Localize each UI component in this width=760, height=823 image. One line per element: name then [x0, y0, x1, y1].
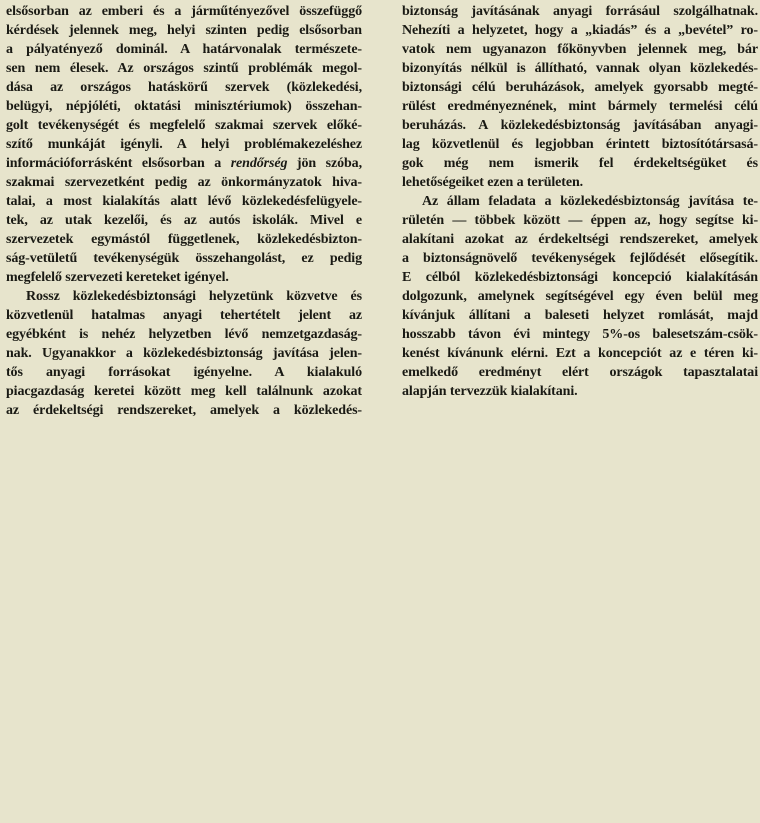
- text-line: golt tevékenységét és megfelelő szakmai szervek előké-: [6, 118, 362, 133]
- text-line: Az állam feladata a közlekedésbiztonság javítása te-: [422, 194, 758, 209]
- text-line: Rossz közlekedésbiztonsági helyzetünk közvetve és: [26, 289, 362, 304]
- text-line: megfelelő szervezeti kereteket igényel.: [6, 270, 229, 285]
- text-line: E célból közlekedésbiztonsági koncepció kialakításán: [402, 270, 758, 285]
- text-line: kérdések jelennek meg, helyi szinten pedig elsősorban: [6, 23, 362, 38]
- left-column: [6, 2, 362, 420]
- text-line: rülést eredményeznének, mint bármely termelési célú: [402, 99, 758, 114]
- text-line: ság-vetületű tevékenységük összehangolást, ez pedig: [6, 251, 362, 266]
- text-line: lehetőségeiket ezen a területen.: [402, 175, 584, 190]
- text-line: piacgazdaság keretei között meg kell találnunk azokat: [6, 384, 362, 399]
- text-line: közvetlenül hatalmas anyagi tehertételt jelent az: [6, 308, 362, 323]
- text-line: szítő munkáját igényli. A helyi problémakezeléshez: [6, 137, 362, 152]
- right-column: [402, 2, 758, 401]
- text-line: rületén — többek között — éppen az, hogy segítse ki-: [402, 213, 758, 228]
- text-line: alapján tervezzük kialakítani.: [402, 384, 578, 399]
- text-line: az érdekeltségi rendszereket, amelyek a közlekedés-: [6, 403, 362, 418]
- text-line: tős anyagi forrásokat igényelne. A kialakuló: [6, 365, 362, 380]
- text-line: biztonsági célú beruházások, amelyek gyorsabb megté-: [402, 80, 758, 95]
- text-line: nak. Ugyanakkor a közlekedésbiztonság javítása jelen-: [6, 346, 362, 361]
- text-line: szakmai szervezetként pedig az önkormányzatok hiva-: [6, 175, 362, 190]
- text-line: belügyi, népjóléti, oktatási minisztériumok) összehan-: [6, 99, 362, 114]
- text-line: alakítani azokat az érdekeltségi rendszereket, amelyek: [402, 232, 758, 247]
- text-line: elsősorban az emberi és a járműtényezővel összefüggő: [6, 4, 362, 19]
- text-line: sen nem élesek. Az országos szintű problémák megol-: [6, 61, 362, 76]
- text-line: egyébként is nehéz helyzetben lévő nemzetgazdaság-: [6, 327, 362, 342]
- text-line: bizonyítás nélkül is állítható, vannak olyan közlekedés-: [402, 61, 758, 76]
- text-line: lag közvetlenül és legjobban érintett biztosítótársasá-: [402, 137, 758, 152]
- text-line: a pályatényező dominál. A határvonalak természete-: [6, 42, 362, 57]
- text-line: dolgozunk, amelynek segítségével egy éven belül meg: [402, 289, 758, 304]
- text-line: biztonság javításának anyagi forrásául szolgálhatnak.: [402, 4, 758, 19]
- text-line: emelkedő eredményt elért országok tapasztalatai: [402, 365, 758, 380]
- text-line: kívánjuk állítani a baleseti helyzet romlását, majd: [402, 308, 758, 323]
- text-line: Nehezíti a helyzetet, hogy a „kiadás” és a „bevétel” ro-: [402, 23, 758, 38]
- text-line: vatok nem ugyanazon főkönyvben jelennek meg, bár: [402, 42, 758, 57]
- text-line: információforrásként elsősorban a rendőrség jön szóba,: [6, 156, 362, 171]
- text-line: dása az országos hatáskörű szervek (közlekedési,: [6, 80, 362, 95]
- text-line: hosszabb távon évi mintegy 5%-os balesetszám-csök-: [402, 327, 758, 342]
- emphasized-word: rendőrség: [230, 156, 288, 171]
- text-line: talai, a most kialakítás alatt lévő közlekedésfelügyele-: [6, 194, 362, 209]
- text-line: tek, az utak kezelői, és az autós iskolák. Mivel e: [6, 213, 362, 228]
- text-line: szervezetek egymástól függetlenek, közlekedésbizton-: [6, 232, 362, 247]
- text-line: gok még nem ismerik fel érdekeltségüket és: [402, 156, 758, 171]
- text-line: a biztonságnövelő tevékenységek fejlődését elősegítik.: [402, 251, 758, 266]
- text-line: kenést kívánunk elérni. Ezt a koncepciót az e téren ki-: [402, 346, 758, 361]
- text-line: beruházás. A közlekedésbiztonság javításában anyagi-: [402, 118, 758, 133]
